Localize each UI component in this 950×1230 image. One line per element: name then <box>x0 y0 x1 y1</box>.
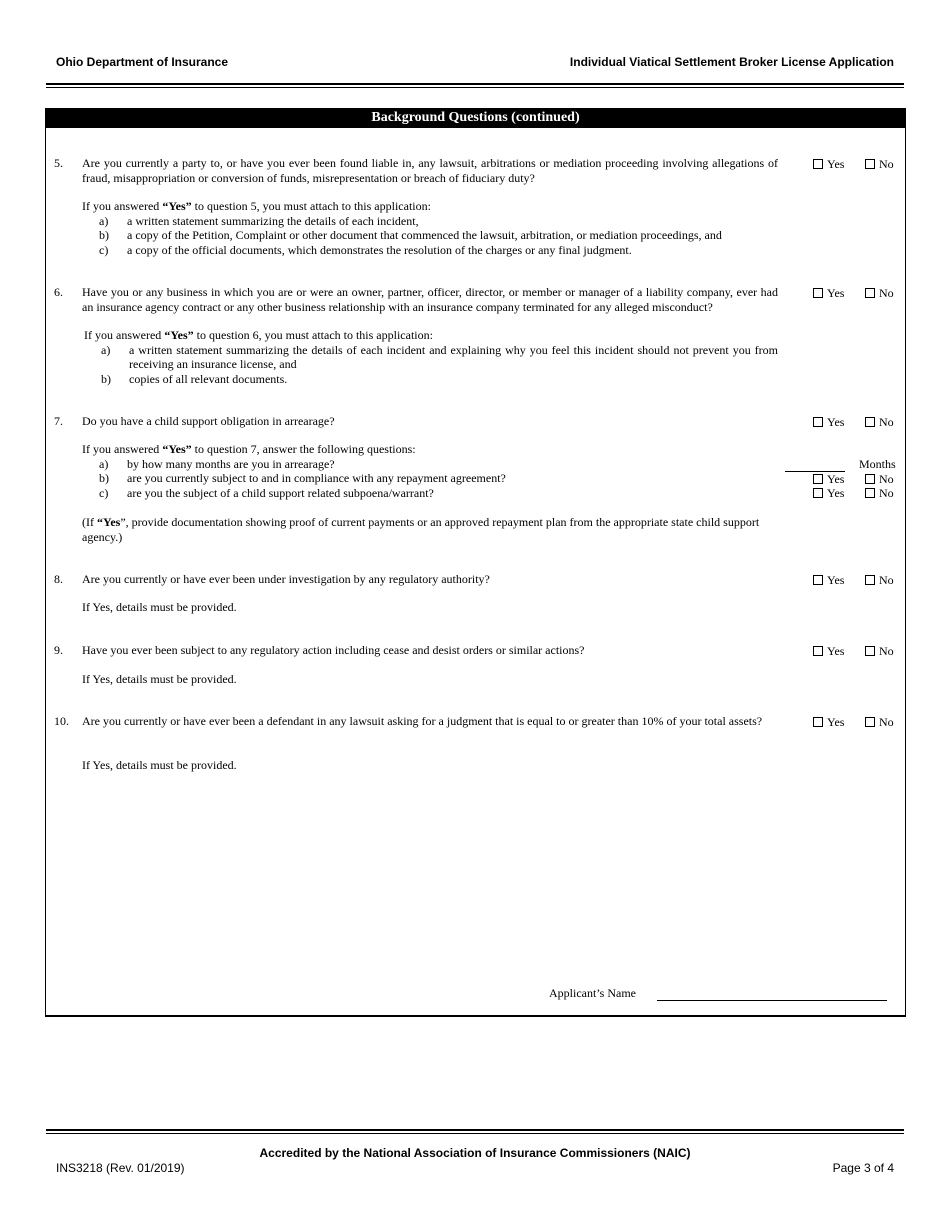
list-item: b) a copy of the Petition, Complaint or other document that commenced the lawsuit, arbitration, or mediation proceedings, and <box>99 228 722 242</box>
checkbox[interactable] <box>813 717 823 727</box>
checkbox[interactable] <box>813 159 823 169</box>
checkbox[interactable] <box>865 159 875 169</box>
checkbox[interactable] <box>813 575 823 585</box>
attachment-list <box>82 214 778 258</box>
q9-detail-note: If Yes, details must be provided. <box>82 672 237 686</box>
question-text: Are you currently or have ever been under investigation by any regulatory authority? <box>82 572 490 586</box>
q7c-no-option[interactable]: No <box>865 486 894 500</box>
checkbox[interactable] <box>813 646 823 656</box>
q8-no-option[interactable]: No <box>865 573 894 587</box>
question-number: 7. <box>54 414 63 428</box>
checkbox[interactable] <box>813 288 823 298</box>
footer-rule <box>46 1129 904 1134</box>
header-rule <box>46 83 904 88</box>
list-item: a) a written statement summarizing the details of each incident and explaining why you feel this incident should not prevent you from receiving an insurance license, and <box>101 342 778 371</box>
q8-detail-note: If Yes, details must be provided. <box>82 600 237 614</box>
question-number: 10. <box>54 714 69 728</box>
footer-accreditation: Accredited by the National Association of Insurance Commissioners (NAIC) <box>259 1146 691 1160</box>
q6-yes-option[interactable]: Yes <box>813 286 844 300</box>
instruction-intro: If you answered “Yes” to question 5, you must attach to this application: <box>82 199 431 213</box>
instruction-intro: If you answered “Yes” to question 7, answer the following questions: <box>82 442 416 456</box>
footer-page-number: Page 3 of 4 <box>832 1161 894 1175</box>
q5-no-option[interactable]: No <box>865 157 894 171</box>
q9-yes-option[interactable]: Yes <box>813 644 844 658</box>
checkbox[interactable] <box>865 488 875 498</box>
checkbox[interactable] <box>865 288 875 298</box>
footer-form-number: INS3218 (Rev. 01/2019) <box>56 1161 185 1175</box>
question-number: 8. <box>54 572 63 586</box>
checkbox[interactable] <box>813 474 823 484</box>
q7b-no-option[interactable]: No <box>865 472 894 486</box>
header-form-title: Individual Viatical Settlement Broker License Application <box>569 55 894 69</box>
question-text: Have you ever been subject to any regulatory action including cease and desist orders or similar actions? <box>82 643 585 657</box>
question-text: Have you or any business in which you are or were an owner, partner, officer, director, or member or manager of a liability company, ever had an insurance agency contract or any other business relationship with an insurance company terminated for any alleged misconduct? <box>82 285 778 314</box>
applicant-name-input[interactable] <box>657 999 887 1001</box>
checkbox[interactable] <box>813 488 823 498</box>
q7-documentation-note: (If “Yes”, provide documentation showing proof of current payments or an approved repayment plan from the appropriate state child support agency.) <box>82 515 760 544</box>
q8-yes-option[interactable]: Yes <box>813 573 844 587</box>
question-number: 5. <box>54 156 63 170</box>
q7-yes-option[interactable]: Yes <box>813 415 844 429</box>
attachment-list <box>84 343 778 387</box>
q10-detail-note: If Yes, details must be provided. <box>82 758 237 772</box>
checkbox[interactable] <box>865 417 875 427</box>
q7b-yes-option[interactable]: Yes <box>813 472 844 486</box>
q5-instructions <box>82 199 778 257</box>
background-questions-box <box>45 108 906 1017</box>
list-item: c) are you the subject of a child support related subpoena/warrant? <box>99 485 434 500</box>
q7-no-option[interactable]: No <box>865 415 894 429</box>
q7-instructions <box>82 442 778 500</box>
list-item: a) a written statement summarizing the details of each incident, <box>99 213 419 228</box>
list-item: a) by how many months are you in arrearage? <box>99 456 335 471</box>
q7c-yes-option[interactable]: Yes <box>813 486 844 500</box>
checkbox[interactable] <box>865 646 875 656</box>
q5-yes-option[interactable]: Yes <box>813 157 844 171</box>
checkbox[interactable] <box>865 474 875 484</box>
question-number: 9. <box>54 643 63 657</box>
list-item: b) are you currently subject to and in compliance with any repayment agreement? <box>99 471 506 485</box>
months-label: Months <box>859 457 896 471</box>
question-text: Do you have a child support obligation in arrearage? <box>82 414 335 428</box>
checkbox[interactable] <box>813 417 823 427</box>
question-text: Are you currently a party to, or have you ever been found liable in, any lawsuit, arbitrations or mediation proceeding involving allegations of fraud, misappropriation or conversion of funds, misrepresentation or breach of fiduciary duty? <box>82 156 778 185</box>
q6-instructions <box>84 328 778 386</box>
checkbox[interactable] <box>865 575 875 585</box>
instruction-intro: If you answered “Yes” to question 6, you must attach to this application: <box>84 328 433 342</box>
followup-list <box>82 457 778 501</box>
q10-yes-option[interactable]: Yes <box>813 715 844 729</box>
question-text: Are you currently or have ever been a defendant in any lawsuit asking for a judgment that is equal to or greater than 10% of your total assets? <box>82 714 763 728</box>
question-number: 6. <box>54 285 63 299</box>
q9-no-option[interactable]: No <box>865 644 894 658</box>
header-agency-name: Ohio Department of Insurance <box>56 55 229 69</box>
applicant-name-label: Applicant’s Name <box>549 986 636 1000</box>
checkbox[interactable] <box>865 717 875 727</box>
section-title: Background Questions (continued) <box>46 108 905 128</box>
list-item: c) a copy of the official documents, which demonstrates the resolution of the charges or any final judgment. <box>99 242 632 257</box>
list-item: b) copies of all relevant documents. <box>101 371 288 386</box>
q10-no-option[interactable]: No <box>865 715 894 729</box>
q6-no-option[interactable]: No <box>865 286 894 300</box>
